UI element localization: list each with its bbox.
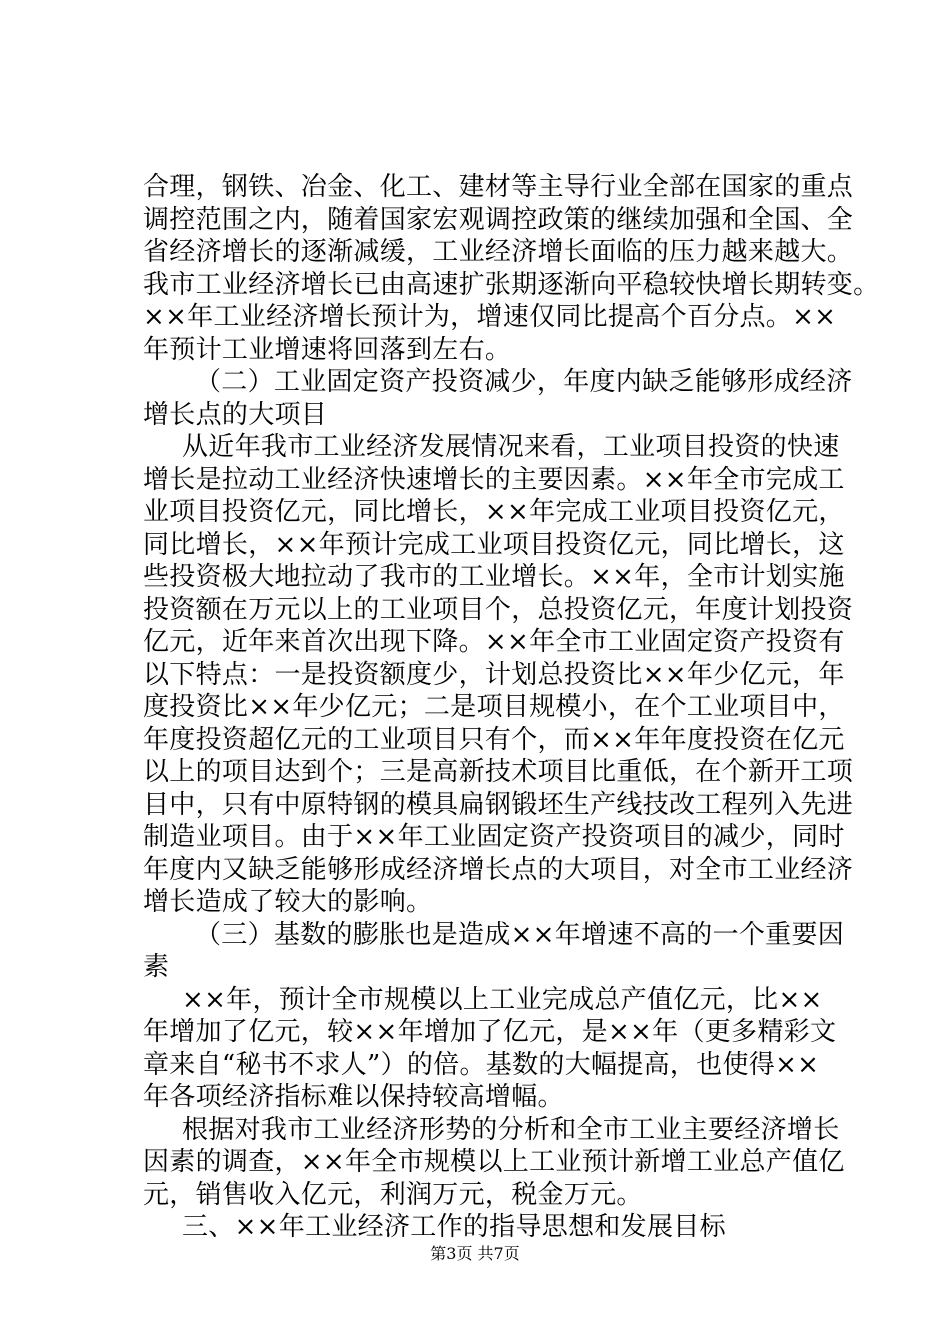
body-line: 制造业项目。由于××年工业固定资产投资项目的减少，同时 (143, 822, 845, 852)
body-line: ××年，预计全市规模以上工业完成总产值亿元，比×× (182, 985, 823, 1015)
body-line: 些投资极大地拉动了我市的工业增长。××年，全市计划实施 (143, 562, 845, 592)
body-line: 调控范围之内，随着国家宏观调控政策的继续加强和全国、全 (143, 205, 854, 235)
body-line: 章来自“秘书不求人”）的倍。基数的大幅提高，也使得×× (143, 1050, 820, 1080)
body-line: 增长造成了较大的影响。 (143, 887, 433, 917)
body-line: 业项目投资亿元，同比增长，××年完成工业项目投资亿元， (143, 497, 845, 527)
body-line: 我市工业经济增长已由高速扩张期逐渐向平稳较快增长期转变。 (143, 270, 880, 300)
section-heading: （二）工业固定资产投资减少，年度内缺乏能够形成经济 (195, 367, 853, 397)
section-heading: 三、××年工业经济工作的指导思想和发展目标 (182, 1212, 726, 1242)
body-line: 同比增长，××年预计完成工业项目投资亿元，同比增长，这 (143, 530, 845, 560)
body-line: ××年工业经济增长预计为，增速仅同比提高个百分点。×× (143, 302, 837, 332)
body-line: 年各项经济指标难以保持较高增幅。 (143, 1082, 564, 1112)
page-footer: 第3页 共7页 (430, 1244, 520, 1263)
body-line: 年度内又缺乏能够形成经济增长点的大项目，对全市工业经济 (143, 855, 854, 885)
body-line: 因素的调查，××年全市规模以上工业预计新增工业总产值亿 (143, 1147, 845, 1177)
body-line: 度投资比××年少亿元；二是项目规模小，在个工业项目中， (143, 692, 845, 722)
body-line: 元，销售收入亿元，利润万元，税金万元。 (143, 1180, 643, 1210)
section-heading: 增长点的大项目 (143, 400, 328, 430)
body-line: 省经济增长的逐渐减缓，工业经济增长面临的压力越来越大。 (143, 237, 854, 267)
body-line: 以下特点：一是投资额度少，计划总投资比××年少亿元，年 (143, 660, 845, 690)
body-line: 亿元，近年来首次出现下降。××年全市工业固定资产投资有 (143, 627, 845, 657)
body-line: 从近年我市工业经济发展情况来看，工业项目投资的快速 (182, 432, 840, 462)
body-line: 合理，钢铁、冶金、化工、建材等主导行业全部在国家的重点 (143, 172, 854, 202)
body-line: 根据对我市工业经济形势的分析和全市工业主要经济增长 (182, 1115, 840, 1145)
body-line: 以上的项目达到个；三是高新技术项目比重低，在个新开工项 (143, 757, 854, 787)
section-heading: 素 (143, 952, 170, 982)
body-line: 增长是拉动工业经济快速增长的主要因素。××年全市完成工 (143, 465, 845, 495)
body-line: 年预计工业增速将回落到左右。 (143, 335, 512, 365)
section-heading: （三）基数的膨胀也是造成××年增速不高的一个重要因 (195, 920, 845, 950)
body-line: 投资额在万元以上的工业项目个，总投资亿元，年度计划投资 (143, 595, 854, 625)
body-line: 年增加了亿元，较××年增加了亿元，是××年（更多精彩文 (143, 1017, 837, 1047)
body-line: 目中，只有中原特钢的模具扁钢锻坯生产线技改工程列入先进 (143, 790, 854, 820)
body-line: 年度投资超亿元的工业项目只有个，而××年年度投资在亿元 (143, 725, 845, 755)
